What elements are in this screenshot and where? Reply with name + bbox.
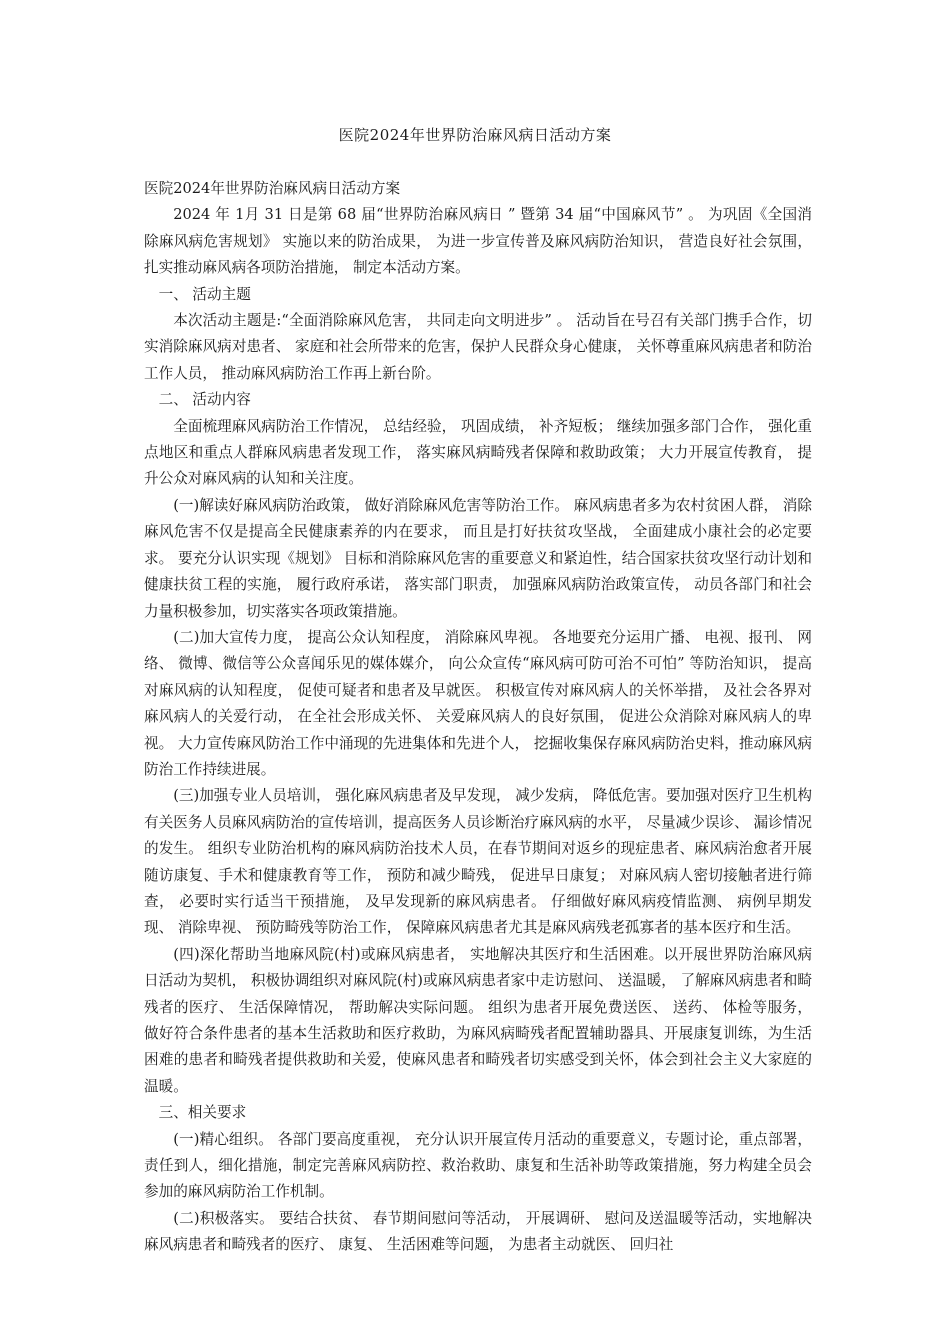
section-heading-content: 二、 活动内容 [158,391,251,409]
requirement-item-2: (二)积极落实。 要结合扶贫、 春节期间慰问等活动， 开展调研、 慰问及送温暖等活动，实地解决麻风病患者和畸残者的医疗、 康复、 生活困难等问题， 为患者主动就医、 回归社 [144,1209,812,1254]
content-item-2: (二)加大宣传力度， 提高公众认知程度， 消除麻风卑视。 各地要充分运用广播、 电视、报刊、 网络、 微博、微信等公众喜闻乐见的媒体媒介， 向公众宣传“麻风病可防可治不可怕” 等防治知识， 提高对麻风病的认知程度， 促使可疑者和患者及早就医。 积极宣传对麻风病人的关怀举措， 及社会各界对麻风病人的关爱行动， 在全社会形成关怀、 关爱麻风病人的良好氛围， 促进公众消除对麻风病人的卑视。 大力宣传麻风防治工作中涌现的先进集体和先进个人， 挖掘收集保存麻风病防治史料，推动麻风病防治工作持续进展。 [144,628,812,778]
theme-paragraph: 本次活动主题是:“全面消除麻风危害， 共同走向文明进步” 。 活动旨在号召有关部门携手合作，切实消除麻风病对患者、 家庭和社会所带来的危害，保护人民群众身心健康， 关怀尊重麻风病患者和防治工作人员， 推动麻风病防治工作再上新台阶。 [144,312,812,382]
content-item-4: (四)深化帮助当地麻风院(村)或麻风病患者， 实地解决其医疗和生活困难。以开展世界防治麻风病日活动为契机， 积极协调组织对麻风院(村)或麻风病患者家中走访慰问、 送温暖， 了解麻风病患者和畸残者的医疗、 生活保障情况， 帮助解决实际问题。 组织为患者开展免费送医、 送药、 体检等服务， 做好符合条件患者的基本生活救助和医疗救助，为麻风病畸残者配置辅助器具、开展康复训练，为生活困难的患者和畸残者提供救助和关爱，使麻风患者和畸残者切实感受到关怀，体会到社会主义大家庭的温暖。 [144,945,812,1095]
section-heading-theme: 一、 活动主题 [158,285,251,303]
requirement-item-1: (一)精心组织。 各部门要高度重视， 充分认识开展宣传月活动的重要意义，专题讨论，重点部署，责任到人，细化措施，制定完善麻风病防控、救治救助、康复和生活补助等政策措施，努力构建全员会参加的麻风病防治工作机制。 [144,1130,812,1201]
content-item-1: (一)解读好麻风病防治政策， 做好消除麻风危害等防治工作。 麻风病患者多为农村贫困人群， 消除麻风危害不仅是提高全民健康素养的内在要求， 而且是打好扶贫攻坚战， 全面建成小康社会的必定要求。 要充分认识实现《规划》 目标和消除麻风危害的重要意义和紧迫性，结合国家扶贫攻坚行动计划和健康扶贫工程的实施， 履行政府承诺， 落实部门职责， 加强麻风病防治政策宣传， 动员各部门和社会力量积极参加，切实落实各项政策措施。 [144,496,812,620]
section-heading-requirements: 三、相关要求 [158,1104,247,1122]
content-paragraph: 全面梳理麻风病防治工作情况， 总结经验， 巩固成绩， 补齐短板； 继续加强多部门合作， 强化重点地区和重点人群麻风病患者发现工作， 落实麻风病畸残者保障和救助政策； 大力开展宣传教育， 提升公众对麻风病的认知和关注度。 [144,417,812,488]
document-title: 医院2024年世界防治麻风病日活动方案 [144,180,401,197]
document-body [144,176,812,1259]
page-header-title: 医院2024年世界防治麻风病日活动方案 [338,126,612,144]
intro-paragraph: 2024 年 1月 31 日是第 68 届“世界防治麻风病日 ” 暨第 34 届“中国麻风节” 。 为巩固《全国消除麻风病危害规划》 实施以来的防治成果， 为进一步宣传普及麻风病防治知识， 营造良好社会氛围， 扎实推动麻风病各项防治措施， 制定本活动方案。 [144,206,812,277]
content-item-3: (三)加强专业人员培训， 强化麻风病患者及早发现， 减少发病， 降低危害。要加强对医疗卫生机构有关医务人员麻风病防治的宣传培训，提高医务人员诊断治疗麻风病的水平， 尽量减少误诊、 漏诊情况的发生。 组织专业防治机构的麻风病防治技术人员，在春节期间对返乡的现症患者、麻风病治愈者开展随访康复、手术和健康教育等工作， 预防和减少畸残， 促进早日康复； 对麻风病人密切接触者进行筛查， 必要时实行适当干预措施， 及早发现新的麻风病患者。 仔细做好麻风病疫情监测、 病例早期发现、 消除卑视、 预防畸残等防治工作， 保障麻风病患者尤其是麻风病残老孤寡者的基本医疗和生活。 [144,787,812,937]
